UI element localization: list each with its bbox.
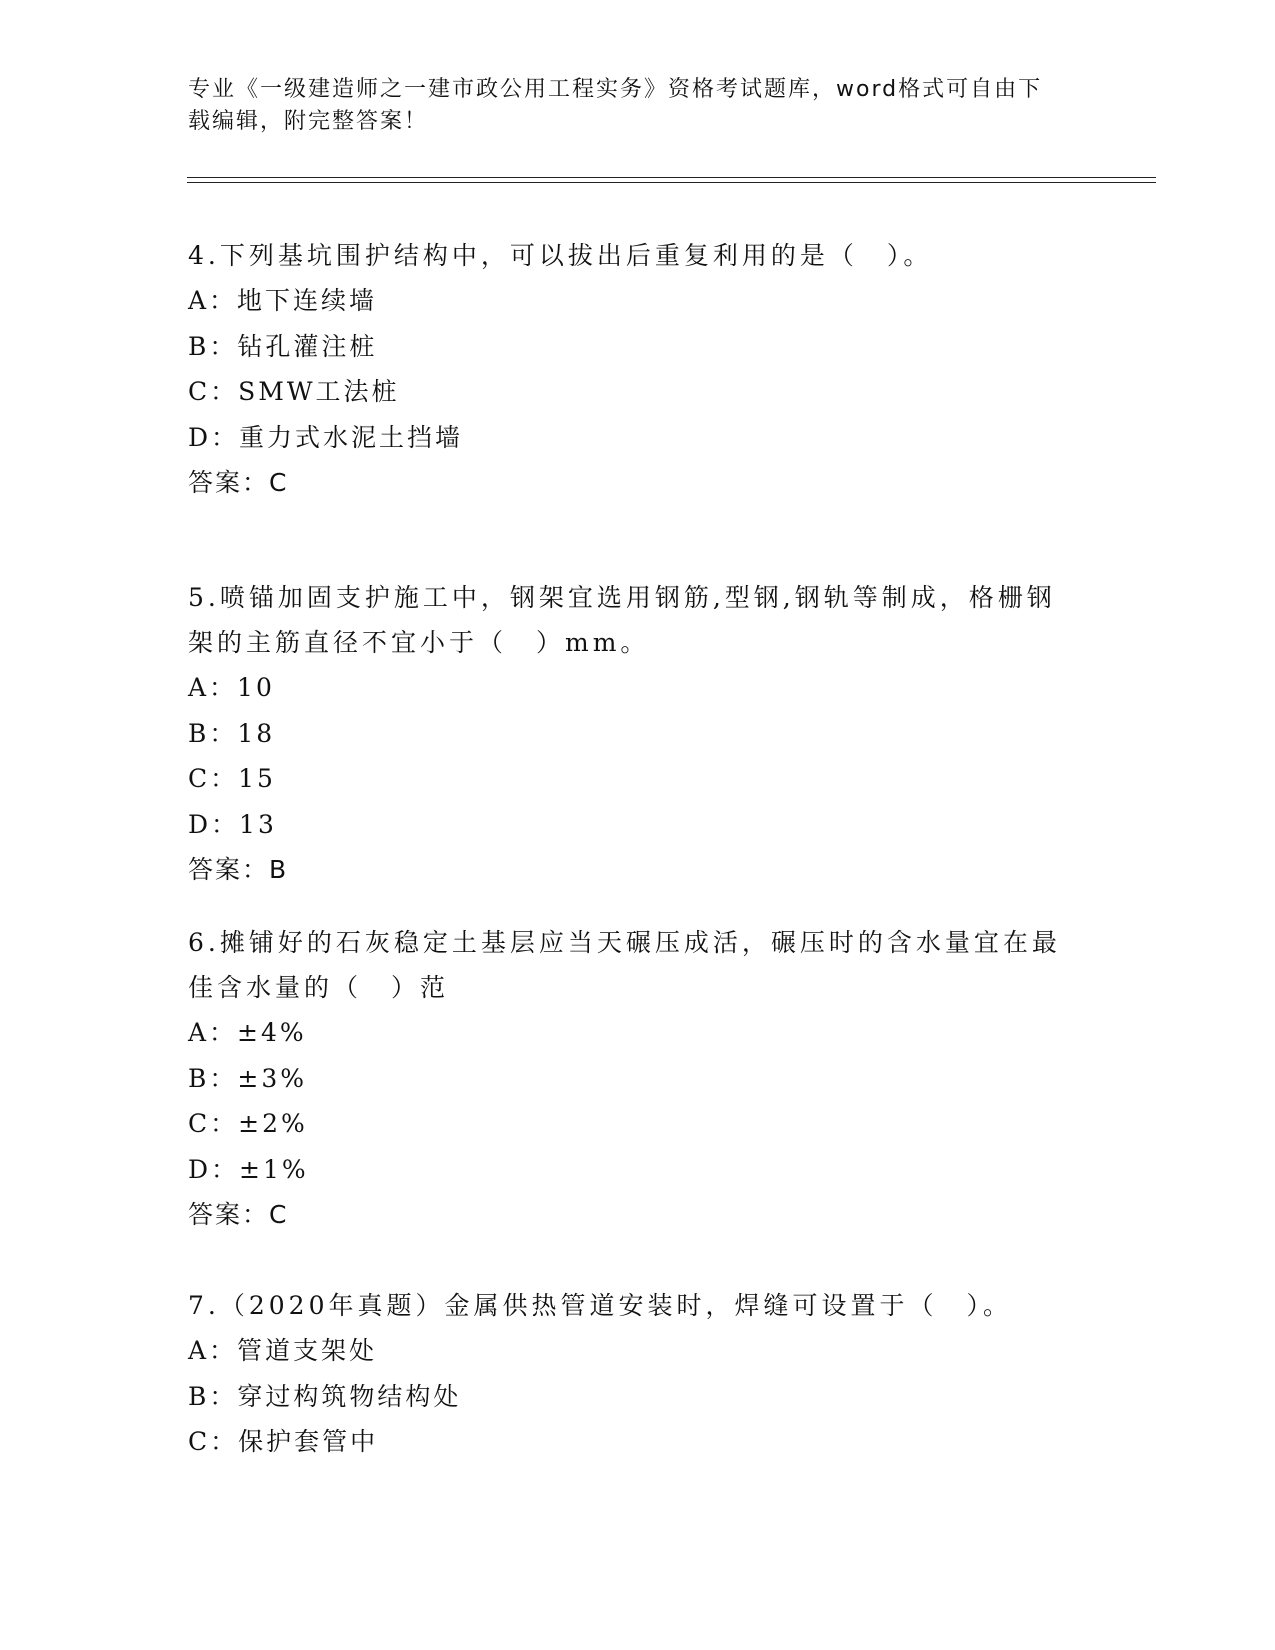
- header-line-1: 专业《一级建造师之一建市政公用工程实务》资格考试题库，word格式可自由下: [188, 77, 1043, 102]
- answer-line: 答案：C: [188, 468, 289, 497]
- header-divider-top: [187, 177, 1156, 178]
- option-c: C：±2%: [188, 1109, 308, 1138]
- option-d: D：13: [188, 809, 277, 839]
- option-a: A：±4%: [188, 1018, 307, 1047]
- option-a: A：10: [188, 673, 275, 702]
- option-a: A：管道支架处: [188, 1336, 378, 1365]
- header-divider-bottom: [187, 182, 1156, 183]
- option-b: B：±3%: [188, 1063, 307, 1093]
- option-c: C：保护套管中: [188, 1427, 379, 1456]
- question-stem: 7.（2020年真题）金属供热管道安装时，焊缝可设置于（ ）。: [188, 1291, 1012, 1320]
- answer-line: 答案：B: [188, 855, 289, 884]
- question-6: [188, 920, 1068, 1237]
- header-line-2: 载编辑，附完整答案！: [188, 109, 429, 134]
- option-d: D：±1%: [188, 1154, 309, 1184]
- question-5: [188, 575, 1068, 892]
- option-c: C：SMW工法桩: [188, 377, 400, 406]
- question-stem: 6.摊铺好的石灰稳定土基层应当天碾压成活，碾压时的含水量宜在最佳含水量的（ ）范: [188, 928, 1061, 1002]
- question-4: [188, 233, 1068, 505]
- document-header: [188, 74, 1088, 138]
- option-a: A：地下连续墙: [188, 286, 378, 315]
- question-stem: 5.喷锚加固支护施工中，钢架宜选用钢筋,型钢,钢轨等制成，格栅钢架的主筋直径不宜小于（ ）mm。: [188, 583, 1056, 657]
- option-b: B：穿过构筑物结构处: [188, 1381, 462, 1411]
- question-7: [188, 1283, 1068, 1465]
- option-d: D：重力式水泥土挡墙: [188, 422, 464, 452]
- option-b: B：18: [188, 718, 276, 748]
- option-b: B：钻孔灌注桩: [188, 331, 378, 361]
- question-stem: 4.下列基坑围护结构中，可以拔出后重复利用的是（ ）。: [188, 241, 933, 270]
- answer-line: 答案：C: [188, 1200, 289, 1229]
- option-c: C：15: [188, 764, 276, 793]
